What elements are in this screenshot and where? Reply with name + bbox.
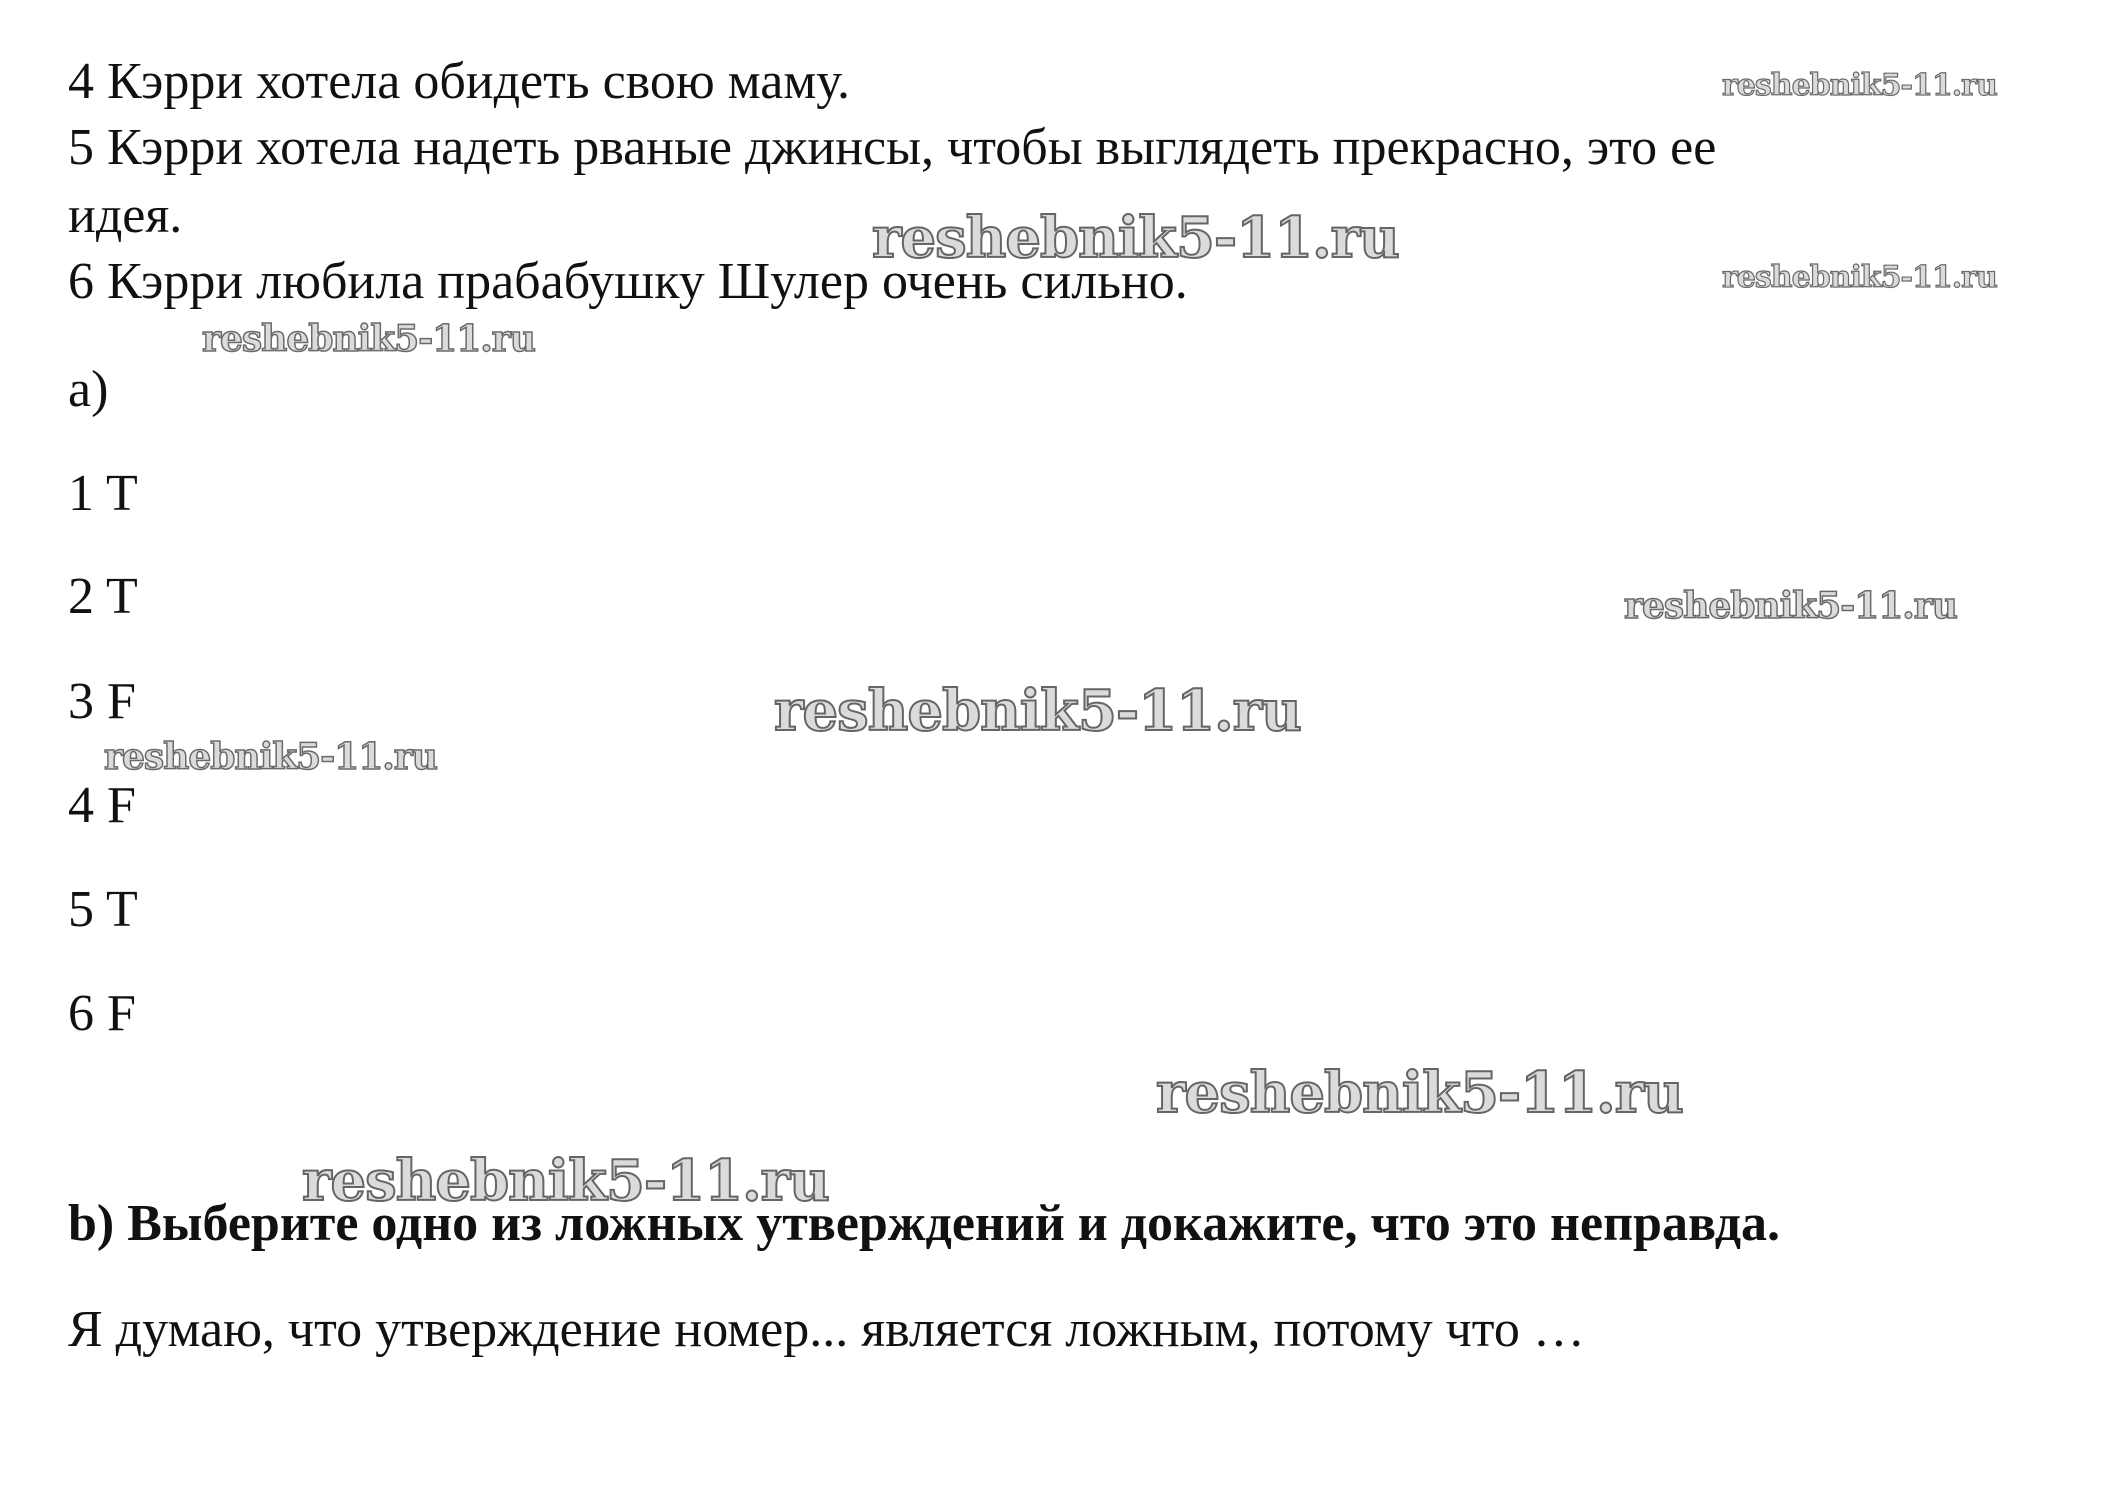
statement-5-continued: идея. (68, 187, 183, 244)
watermark: reshebnik5-11.ru (774, 678, 1301, 744)
answer-4: 4 F (68, 777, 136, 834)
statement-6: 6 Кэрри любила прабабушку Шулер очень сильно. (68, 253, 1188, 310)
answer-5: 5 T (68, 881, 138, 938)
watermark: reshebnik5-11.ru (1722, 68, 1997, 103)
answer-6: 6 F (68, 985, 136, 1042)
watermark: reshebnik5-11.ru (1624, 585, 1957, 627)
watermark: reshebnik5-11.ru (104, 736, 437, 778)
section-b-heading: b) Выберите одно из ложных утверждений и докажите, что это неправда. (68, 1195, 1781, 1252)
watermark: reshebnik5-11.ru (872, 205, 1399, 271)
watermark: reshebnik5-11.ru (302, 1148, 829, 1214)
statement-4: 4 Кэрри хотела обидеть свою маму. (68, 53, 851, 110)
answer-2: 2 T (68, 568, 138, 625)
answer-1: 1 T (68, 465, 138, 522)
section-b-prompt: Я думаю, что утверждение номер... является ложным, потому что … (68, 1301, 1585, 1358)
watermark: reshebnik5-11.ru (202, 318, 535, 360)
answer-3: 3 F (68, 673, 136, 730)
watermark: reshebnik5-11.ru (1156, 1060, 1683, 1126)
section-a-label: a) (68, 361, 109, 418)
statement-5: 5 Кэрри хотела надеть рваные джинсы, чтобы выглядеть прекрасно, это ее (68, 119, 1717, 176)
watermark: reshebnik5-11.ru (1722, 260, 1997, 295)
